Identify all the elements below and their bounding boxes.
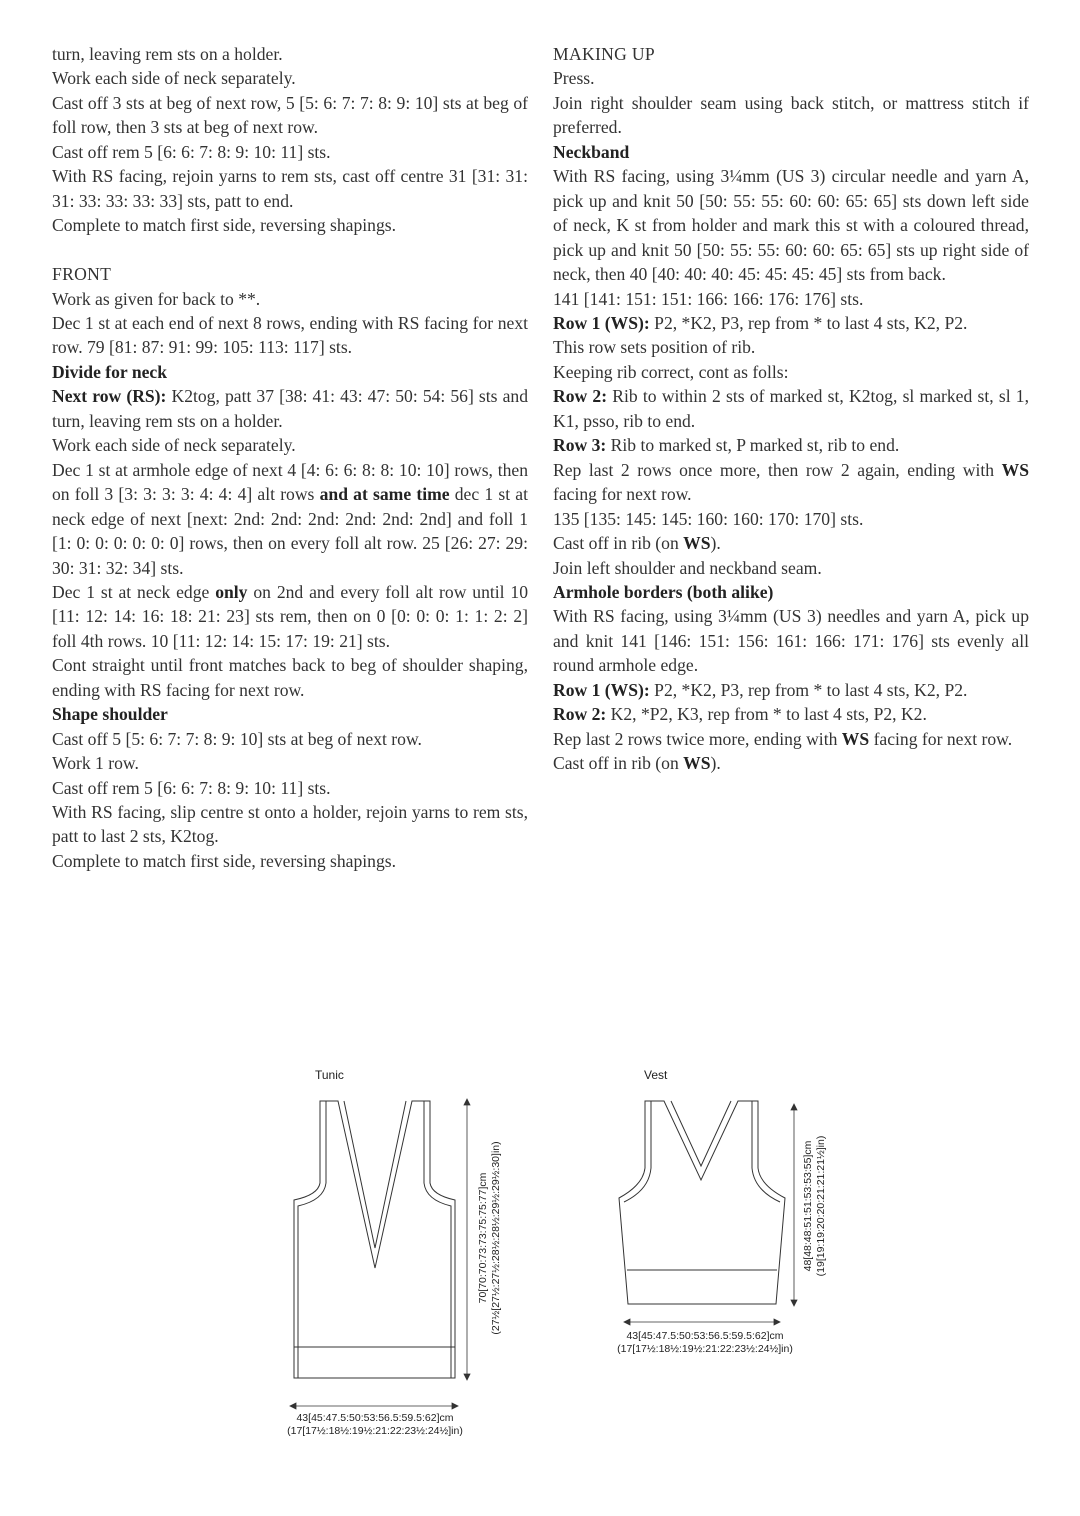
armhole-borders-heading: Armhole borders (both alike)	[553, 581, 774, 602]
text-run: Cast off in rib (on	[553, 753, 684, 774]
text-run: ).	[710, 533, 721, 554]
vest-armhole-band-left	[624, 1101, 651, 1202]
tunic-width-cm: 43[45:47.5:50:53:56.5:59.5:62]cm	[296, 1412, 454, 1424]
paragraph: Cast off rem 5 [6: 6: 7: 8: 9: 10: 11] sts.	[52, 777, 331, 798]
vest-width-in: (17[17½:18½:19½:21:22:23½:24½]in)	[617, 1343, 793, 1355]
paragraph: Cast off 3 sts at beg of next row, 5 [5: 6: 7: 7: 8: 9: 10] sts at beg of foll row, then 3 sts at beg of next row.	[52, 92, 528, 138]
text-run: ).	[710, 753, 721, 774]
text-run: dec 1 st at neck edge of next [next: 2nd: 2nd: 2nd: 2nd: 2nd: 2nd] and foll 1 [1: 0: 0: 0: 0: 0: 0] rows, then on every foll alt row. 25 [26: 27: 29: 30: 31: 32: 34] sts.	[52, 484, 528, 578]
shape-shoulder-heading: Shape shoulder	[52, 704, 168, 725]
paragraph: Dec 1 st at each end of next 8 rows, ending with RS facing for next row. 79 [81: 87: 91: 99: 105: 113: 117] sts.	[52, 312, 528, 358]
emphasis: WS	[683, 533, 711, 554]
paragraph: Keeping rib correct, cont as folls:	[553, 361, 789, 382]
row-text: P2, *K2, P3, rep from * to last 4 sts, K2, P2.	[649, 312, 968, 333]
text-run: on 2nd and every foll alt row until 10 [11: 12: 14: 16: 18: 21: 23] sts rem, then on 0 [0: 0: 0: 1: 1: 2: 2] foll 4th rows. 10 [11: 12: 14: 15: 17: 19: 21] sts.	[52, 581, 528, 651]
paragraph: Work 1 row.	[52, 753, 139, 774]
vest-outline	[619, 1101, 785, 1304]
making-up-heading: MAKING UP	[553, 44, 655, 64]
row-label: Row 1 (WS):	[553, 679, 650, 700]
emphasis: WS	[683, 753, 711, 774]
next-row-text: K2tog, patt 37 [38: 41: 43: 47: 50: 54: 56] sts and turn, leaving rem sts on a holder.	[52, 386, 528, 431]
tunic-height-in: (27½[27½:27½:28½:28½:29½:29½:30]in)	[490, 1141, 502, 1335]
paragraph: With RS facing, using 3¼mm (US 3) circular needle and yarn A, pick up and knit 50 [50: 55: 55: 60: 60: 65: 65] sts down left side of neck, K st from holder and mark this st with a coloured thread, pick up and knit 50 [50: 55: 55: 60: 60: 65: 65] sts up right side of neck, then 40 [40: 40: 40: 45: 45: 45: 45] sts from back.	[553, 166, 1029, 285]
text-run: Cast off in rib (on	[553, 533, 684, 554]
vest-height-label	[802, 1116, 828, 1296]
text-run: facing for next row.	[869, 728, 1013, 749]
row-text: Rib to within 2 sts of marked st, K2tog, sl marked st, sl 1, K1, psso, rib to end.	[553, 386, 1029, 431]
paragraph: Join left shoulder and neckband seam.	[553, 557, 822, 578]
paragraph: With RS facing, rejoin yarns to rem sts, cast off centre 31 [31: 31: 31: 33: 33: 33: 33] sts, patt to end.	[52, 166, 528, 211]
neckband-heading: Neckband	[553, 141, 630, 162]
row-text: Rib to marked st, P marked st, rib to end.	[606, 435, 900, 456]
paragraph: Join right shoulder seam using back stitch, or mattress stitch if preferred.	[553, 92, 1029, 138]
paragraph: 135 [135: 145: 145: 160: 160: 170: 170] sts.	[553, 508, 864, 529]
row-label: Row 2:	[553, 386, 608, 407]
row-text: P2, *K2, P3, rep from * to last 4 sts, K2, P2.	[649, 679, 968, 700]
paragraph: Cast off 5 [5: 6: 7: 7: 8: 9: 10] sts at beg of next row.	[52, 728, 422, 749]
paragraph: Work as given for back to **.	[52, 288, 261, 309]
vest-neckband	[671, 1101, 731, 1166]
emphasis: only	[215, 581, 248, 602]
emphasis: WS	[1001, 459, 1029, 480]
text-run: Rep last 2 rows once more, then row 2 again, ending with	[553, 459, 1002, 480]
row-text: K2, *P2, K3, rep from * to last 4 sts, P2, K2.	[606, 704, 927, 725]
tunic-height-cm: 70[70:70:73:73:75:75:77]cm	[477, 1172, 489, 1304]
paragraph: 141 [141: 151: 151: 166: 166: 176: 176] sts.	[553, 288, 864, 309]
row-label: Row 2:	[553, 704, 607, 725]
divide-neck-heading: Divide for neck	[52, 361, 168, 382]
vest-width-label	[585, 1330, 825, 1356]
paragraph: Cast off rem 5 [6: 6: 7: 8: 9: 10: 11] sts.	[52, 141, 331, 162]
vest-height-in: (19[19:19:20:20:21:21:21½]in)	[815, 1135, 827, 1277]
tunic-title: Tunic	[315, 1068, 344, 1082]
emphasis: WS	[841, 728, 870, 749]
paragraph: Work each side of neck separately.	[52, 435, 296, 456]
emphasis: and at same time	[319, 484, 450, 505]
vest-height-cm: 48[48:48:51:51:53:53:55]cm	[802, 1140, 814, 1272]
text-run: Dec 1 st at neck edge	[52, 581, 216, 602]
paragraph: turn, leaving rem sts on a holder.	[52, 44, 283, 64]
text-run: Dec 1 st at armhole edge of next 4 [4: 6: 6: 8: 8: 10: 10] rows, then on foll 3 [3: 3: 3: 3: 4: 4: 4] alt rows	[52, 459, 528, 505]
paragraph: Complete to match first side, reversing shapings.	[52, 850, 396, 871]
text-run: facing for next row.	[553, 484, 692, 505]
row-label: Row 1 (WS):	[553, 312, 650, 333]
vest-armhole-band-right	[752, 1101, 780, 1202]
paragraph: Cont straight until front matches back to beg of shoulder shaping, ending with RS facing for next row.	[52, 655, 528, 700]
tunic-width-in: (17[17½:18½:19½:21:22:23½:24½]in)	[287, 1425, 463, 1437]
front-heading: FRONT	[52, 264, 112, 285]
paragraph: With RS facing, slip centre st onto a holder, rejoin yarns to rem sts, patt to last 2 sts, K2tog.	[52, 802, 528, 847]
paragraph: Press.	[553, 68, 595, 89]
paragraph: Complete to match first side, reversing shapings.	[52, 215, 396, 236]
next-row-label: Next row (RS):	[52, 386, 167, 407]
paragraph: With RS facing, using 3¼mm (US 3) needles and yarn A, pick up and knit 141 [146: 151: 156: 161: 166: 171: 176] sts evenly all round armhole edge.	[553, 606, 1029, 676]
paragraph: This row sets position of rib.	[553, 337, 756, 358]
paragraph: Work each side of neck separately.	[52, 68, 296, 89]
text-run: Rep last 2 rows twice more, ending with	[553, 728, 842, 749]
vest-title: Vest	[644, 1068, 668, 1082]
row-label: Row 3:	[553, 435, 607, 456]
vest-width-cm: 43[45:47.5:50:53:56.5:59.5:62]cm	[626, 1330, 784, 1342]
